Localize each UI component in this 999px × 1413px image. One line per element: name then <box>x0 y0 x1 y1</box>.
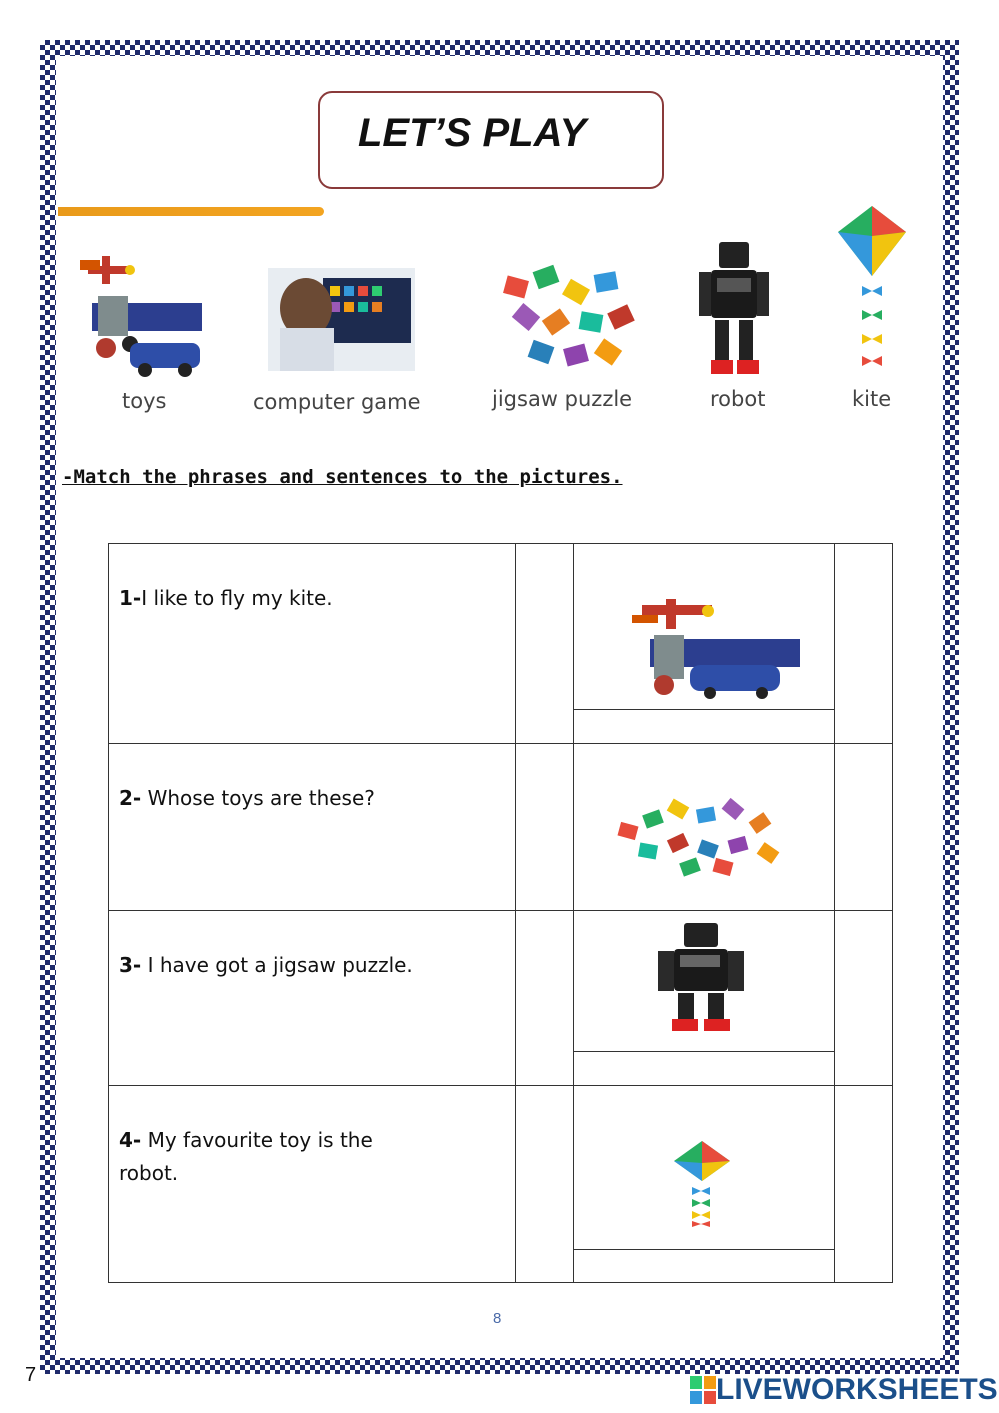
side-number: 7 <box>25 1364 37 1386</box>
kite-icon <box>674 1141 730 1227</box>
table-row <box>109 911 893 1086</box>
picture-cell <box>573 1086 835 1283</box>
answer-cell[interactable] <box>515 744 573 911</box>
brand-logo[interactable] <box>690 1372 998 1408</box>
sentence-cell[interactable] <box>109 911 516 1086</box>
toys-icon <box>630 599 800 699</box>
brand-name: LIVEWORKSHEETS <box>716 1373 998 1406</box>
sentence-text: I like to fly my kite. <box>141 586 333 610</box>
sentence-number: 1- <box>119 586 142 610</box>
title-box <box>318 91 664 189</box>
vocab-label-robot: robot <box>710 387 766 411</box>
answer-cell[interactable] <box>835 911 893 1086</box>
answer-cell[interactable] <box>515 1086 573 1283</box>
sentence-number: 4- <box>119 1128 142 1152</box>
picture-cell <box>573 744 835 911</box>
page-number: 8 <box>493 1310 502 1327</box>
answer-cell[interactable] <box>515 544 573 744</box>
answer-cell[interactable] <box>835 744 893 911</box>
jigsaw-puzzle-icon <box>609 794 799 879</box>
vocab-label-computer-game: computer game <box>253 390 421 414</box>
robot-icon <box>654 921 749 1033</box>
jigsaw-puzzle-icon <box>485 258 653 375</box>
page-title: LET’S PLAY <box>358 111 587 155</box>
table-row <box>109 1086 893 1283</box>
answer-cell[interactable] <box>835 544 893 744</box>
picture-cell <box>573 544 835 744</box>
picture-cell <box>573 911 835 1086</box>
robot-icon <box>697 240 772 380</box>
computer-game-icon <box>268 268 415 371</box>
kite-icon <box>838 206 906 376</box>
sentence-cell[interactable] <box>109 744 516 911</box>
sentence-cell[interactable] <box>109 1086 516 1283</box>
answer-cell[interactable] <box>515 911 573 1086</box>
toys-icon <box>70 248 210 383</box>
sentence-number: 2- <box>119 786 142 810</box>
answer-cell[interactable] <box>835 1086 893 1283</box>
sentence-text: My favourite toy is the robot. <box>119 1128 373 1185</box>
instruction-text: -Match the phrases and sentences to the pictures. <box>62 466 623 488</box>
vocab-label-toys: toys <box>122 389 167 413</box>
matching-table <box>108 543 893 1283</box>
sentence-text: I have got a jigsaw puzzle. <box>141 953 413 977</box>
sentence-cell[interactable] <box>109 544 516 744</box>
vocab-label-jigsaw-puzzle: jigsaw puzzle <box>492 387 633 411</box>
vocab-label-kite: kite <box>852 387 892 411</box>
sentence-text: Whose toys are these? <box>141 786 375 810</box>
table-row <box>109 544 893 744</box>
table-row <box>109 744 893 911</box>
sentence-number: 3- <box>119 953 142 977</box>
accent-bar <box>58 207 324 216</box>
liveworksheets-logo-icon <box>690 1376 716 1404</box>
